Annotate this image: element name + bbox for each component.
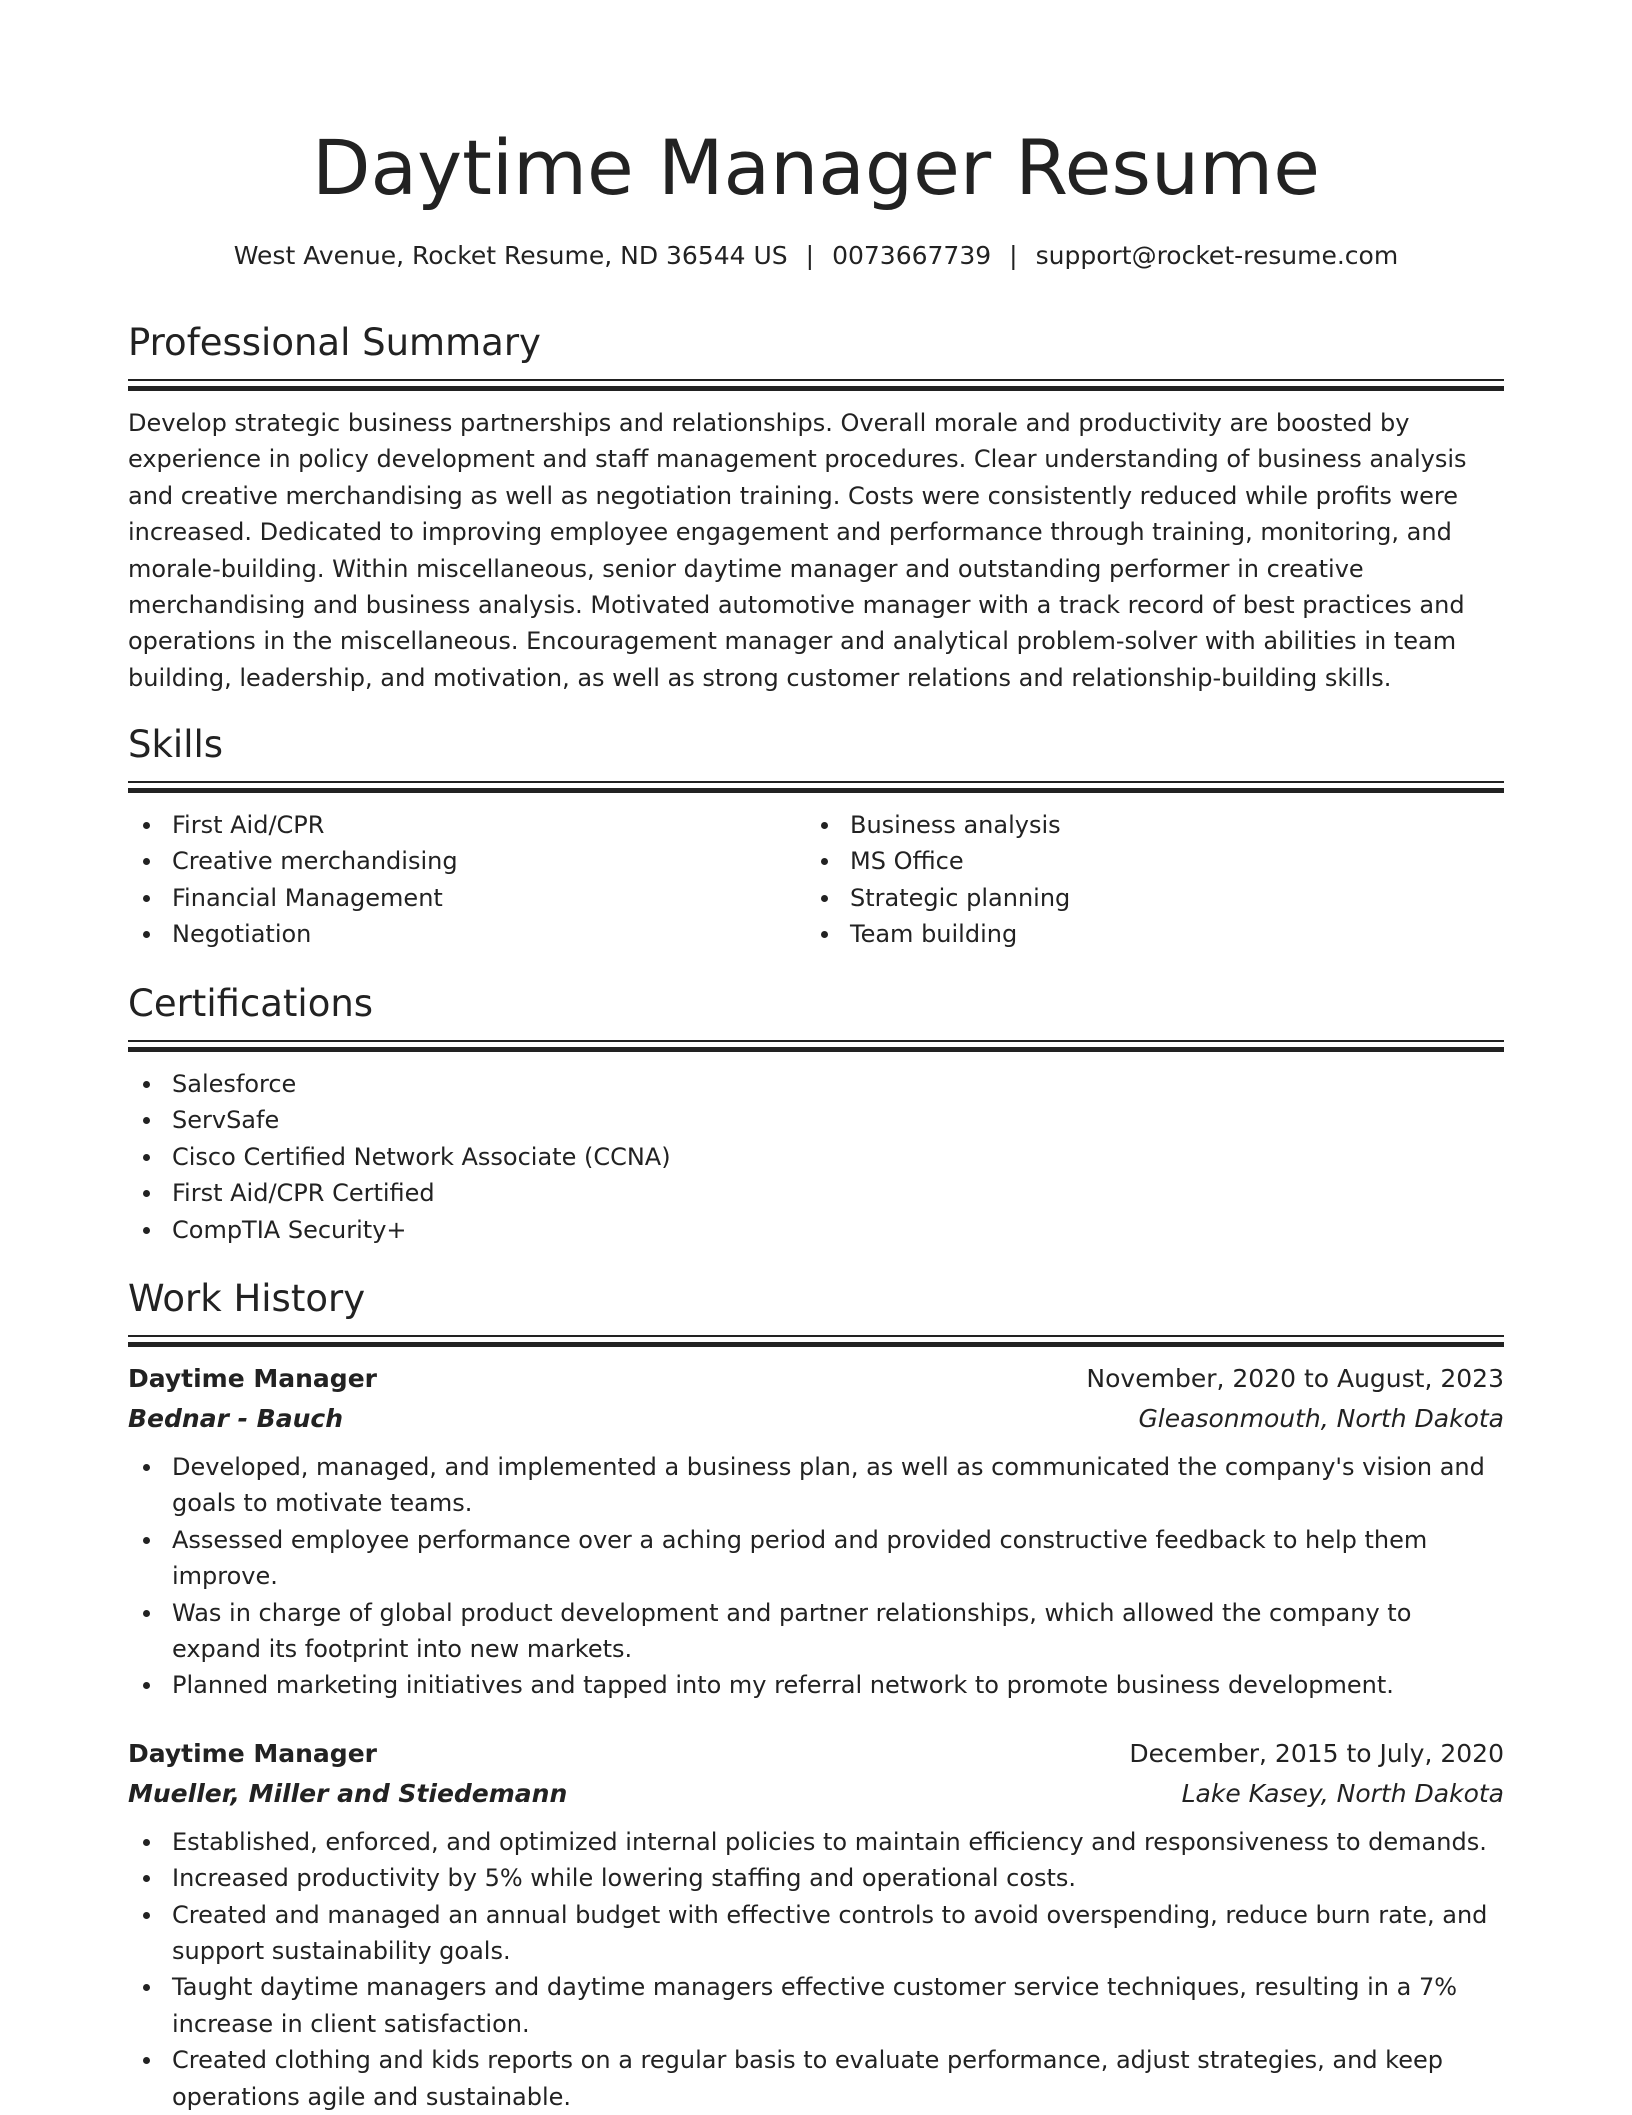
work-history-heading: Work History xyxy=(128,1277,366,1320)
skills-right-list xyxy=(806,807,1484,953)
job-bullet: Developed, managed, and implemented a business plan, as well as communicated the company's vision and goals to motivate teams. xyxy=(128,1449,1504,1522)
certifications-list xyxy=(128,1066,1504,1248)
summary-text: Develop strategic business partnerships and relationships. Overall morale and productivity are boosted by experience in policy development and staff management procedures. Clear understanding of business analysis and creative merchandising as well as negotiation training. Costs were consistently reduced while profits were increased. Dedicated to improving employee engagement and performance through training, monitoring, and morale-building. Within miscellaneous, senior daytime manager and outstanding performer in creative merchandising and business analysis. Motivated automotive manager with a track record of best practices and operations in the miscellaneous. Encouragement manager and analytical problem-solver with abilities in team building, leadership, and motivation, as well as strong customer relations and relationship-building skills. xyxy=(128,409,1467,692)
certifications-section xyxy=(128,978,1504,1248)
certification-item: Cisco Certified Network Associate (CCNA) xyxy=(128,1139,1504,1175)
job-dates: November, 2020 to August, 2023 xyxy=(1086,1364,1504,1393)
job-title: Daytime Manager xyxy=(128,1364,377,1393)
job-header xyxy=(128,1359,1504,1399)
job-bullet: Established, enforced, and optimized internal policies to maintain efficiency and responsiveness to demands. xyxy=(128,1824,1504,1860)
skill-item: Negotiation xyxy=(128,916,806,952)
contact-phone: 0073667739 xyxy=(832,241,992,270)
job-bullets xyxy=(128,1824,1504,2115)
skills-left-list xyxy=(128,807,806,953)
resume-title: Daytime Manager Resume xyxy=(312,123,1320,212)
job-header xyxy=(128,1734,1504,1774)
summary-heading: Professional Summary xyxy=(128,321,541,364)
contact-address: West Avenue, Rocket Resume, ND 36544 US xyxy=(233,241,788,270)
contact-line xyxy=(0,238,1632,274)
job-bullet: Taught daytime managers and daytime managers effective customer service techniques, resulting in a 7% increase in client satisfaction. xyxy=(128,1969,1504,2042)
skill-item: Team building xyxy=(806,916,1484,952)
job-bullet: Was in charge of global product development and partner relationships, which allowed the company to expand its footprint into new markets. xyxy=(128,1595,1504,1668)
skill-item: Strategic planning xyxy=(806,880,1484,916)
skills-heading: Skills xyxy=(128,723,224,766)
skill-item: First Aid/CPR xyxy=(128,807,806,843)
section-divider xyxy=(128,379,1504,393)
contact-separator: | xyxy=(805,241,815,270)
job-location: Gleasonmouth, North Dakota xyxy=(1138,1404,1504,1433)
skill-item: MS Office xyxy=(806,843,1484,879)
job-bullet: Created and managed an annual budget with effective controls to avoid overspending, reduce burn rate, and support sustainability goals. xyxy=(128,1897,1504,1970)
skills-columns xyxy=(128,807,1504,953)
work-history-section xyxy=(128,1273,1504,2115)
job-bullet: Planned marketing initiatives and tapped into my referral network to promote business development. xyxy=(128,1667,1504,1703)
certifications-heading: Certifications xyxy=(128,982,374,1025)
certification-item: Salesforce xyxy=(128,1066,1504,1102)
contact-separator: | xyxy=(1009,241,1018,270)
certification-item: First Aid/CPR Certified xyxy=(128,1175,1504,1211)
skill-item: Creative merchandising xyxy=(128,843,806,879)
section-divider xyxy=(128,1335,1504,1349)
section-divider xyxy=(128,1040,1504,1054)
skills-section xyxy=(128,719,1504,953)
job-subheader xyxy=(128,1399,1504,1439)
job-company: Bednar - Bauch xyxy=(128,1404,344,1433)
job-company: Mueller, Miller and Stiedemann xyxy=(128,1778,568,1808)
job-location: Lake Kasey, North Dakota xyxy=(1181,1778,1504,1808)
certification-item: ServSafe xyxy=(128,1102,1504,1138)
job-bullet: Assessed employee performance over a aching period and provided constructive feedback to help them improve. xyxy=(128,1522,1504,1595)
skill-item: Financial Management xyxy=(128,880,806,916)
job-entry xyxy=(128,1734,1504,2115)
contact-email: support@rocket-resume.com xyxy=(1035,241,1399,270)
job-bullets xyxy=(128,1449,1504,1704)
job-bullet: Increased productivity by 5% while lowering staffing and operational costs. xyxy=(128,1860,1504,1896)
job-subheader xyxy=(128,1774,1504,1814)
job-title: Daytime Manager xyxy=(128,1738,377,1768)
section-divider xyxy=(128,781,1504,795)
job-dates: December, 2015 to July, 2020 xyxy=(1129,1738,1504,1768)
skill-item: Business analysis xyxy=(806,807,1484,843)
summary-section xyxy=(128,317,1504,696)
job-bullet: Created clothing and kids reports on a regular basis to evaluate performance, adjust strategies, and keep operations agile and sustainable. xyxy=(128,2042,1504,2115)
job-entry xyxy=(128,1359,1504,1704)
certification-item: CompTIA Security+ xyxy=(128,1212,1504,1248)
